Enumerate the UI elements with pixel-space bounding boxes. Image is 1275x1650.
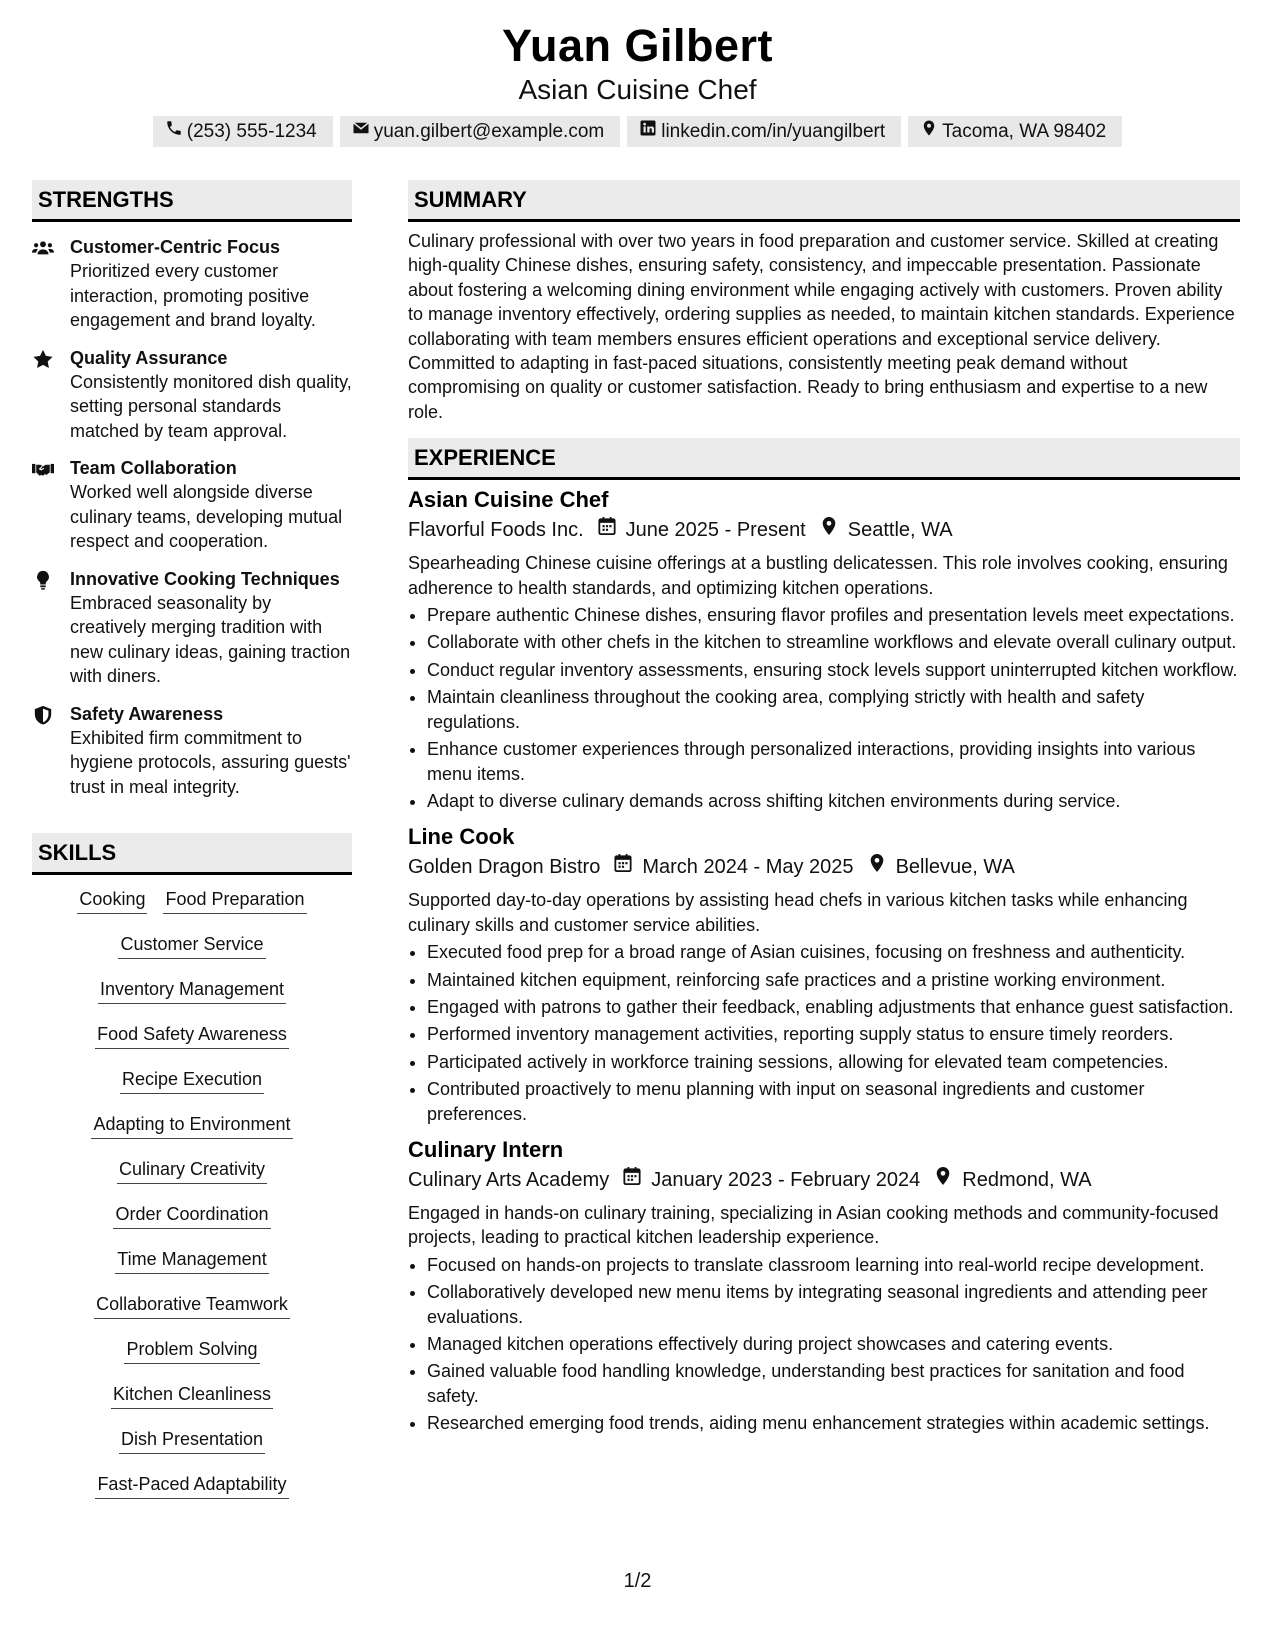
- skill-tag: Food Preparation: [163, 887, 306, 914]
- skills-list: [32, 887, 352, 1517]
- job-meta: [408, 852, 1240, 882]
- job-bullet: • Gained valuable food handling knowledge, understanding best practices for sanitation and food safety.: [427, 1359, 1240, 1408]
- skill-tag: Order Coordination: [113, 1202, 270, 1229]
- users-icon: [32, 235, 70, 333]
- skill-tag: Customer Service: [118, 932, 265, 959]
- linkedin-icon: [639, 119, 657, 144]
- job-meta: [408, 515, 1240, 545]
- job-bullet: • Engaged with patrons to gather their feedback, enabling adjustments that enhance guest satisfaction.: [427, 995, 1240, 1019]
- map-pin-icon: [920, 119, 938, 144]
- job-entry: [408, 1136, 1240, 1436]
- skill-tag: Recipe Execution: [120, 1067, 264, 1094]
- strength-desc: Consistently monitored dish quality, setting personal standards matched by team approval.: [70, 371, 352, 441]
- job-bullet: • Adapt to diverse culinary demands across shifting kitchen environments during service.: [427, 789, 1240, 813]
- skill-tag: Kitchen Cleanliness: [111, 1382, 273, 1409]
- job-bullet: • Conduct regular inventory assessments, ensuring stock levels support uninterrupted kitchen workflow.: [427, 658, 1240, 682]
- skill-tag: Collaborative Teamwork: [94, 1292, 290, 1319]
- strength-title: Team Collaboration: [70, 458, 237, 478]
- job-bullet: • Prepare authentic Chinese dishes, ensuring flavor profiles and presentation levels meet expectations.: [427, 603, 1240, 627]
- job-title: Culinary Intern: [408, 1136, 564, 1162]
- job-description: Spearheading Chinese cuisine offerings at a bustling delicatessen. This role involves cooking, ensuring adherence to health standards, and optimizing kitchen operations.: [408, 553, 1228, 598]
- job-bullets: [408, 1253, 1240, 1436]
- job-bullet: • Performed inventory management activities, reporting supply status to ensure timely reorders.: [427, 1022, 1240, 1046]
- map-pin-icon: [806, 515, 848, 545]
- strength-desc: Worked well alongside diverse culinary teams, developing mutual respect and cooperation.: [70, 482, 343, 551]
- contact-linkedin[interactable]: [627, 116, 901, 147]
- summary-heading: SUMMARY: [408, 180, 1240, 222]
- strength-desc: Prioritized every customer interaction, promoting positive engagement and brand loyalty.: [70, 261, 316, 330]
- job-bullet: • Maintain cleanliness throughout the cooking area, complying strictly with health and safety regulations.: [427, 685, 1240, 734]
- job-location: Bellevue, WA: [895, 856, 1015, 879]
- map-pin-icon: [920, 1165, 962, 1195]
- job-bullet: • Participated actively in workforce training sessions, allowing for elevated team competencies.: [427, 1050, 1240, 1074]
- company-name: Golden Dragon Bistro: [408, 856, 601, 879]
- candidate-title: Asian Cuisine Chef: [518, 74, 757, 105]
- job-bullet: • Enhance customer experiences through personalized interactions, providing insights into various menu items.: [427, 737, 1240, 786]
- strengths-heading: STRENGTHS: [32, 180, 352, 222]
- job-location: Seattle, WA: [847, 519, 953, 542]
- strength-item: [32, 456, 352, 554]
- calendar-icon: [600, 852, 642, 882]
- job-location: Redmond, WA: [962, 1168, 1092, 1191]
- job-bullet: • Managed kitchen operations effectively during project showcases and catering events.: [427, 1332, 1240, 1356]
- strength-item: [32, 346, 352, 444]
- resume-header: [0, 18, 1275, 147]
- job-dates: January 2023 - February 2024: [651, 1168, 921, 1191]
- job-meta: [408, 1165, 1240, 1195]
- job-bullets: [408, 603, 1240, 813]
- handshake-icon: [32, 456, 70, 554]
- skill-tag: Adapting to Environment: [91, 1112, 292, 1139]
- job-bullet: • Contributed proactively to menu planning with input on seasonal ingredients and customer preferences.: [427, 1077, 1240, 1126]
- map-pin-icon: [854, 852, 896, 882]
- left-column: [32, 180, 352, 1517]
- strength-title: Customer-Centric Focus: [70, 237, 281, 257]
- job-description: Supported day-to-day operations by assisting head chefs in various kitchen tasks while enhancing culinary skills and customer service abilities.: [408, 890, 1188, 935]
- star-icon: [32, 346, 70, 444]
- job-entry: [408, 486, 1240, 813]
- page-number: 1/2: [623, 1570, 652, 1592]
- shield-icon: [32, 702, 70, 800]
- job-dates: March 2024 - May 2025: [642, 856, 854, 879]
- strength-title: Safety Awareness: [70, 703, 224, 724]
- skill-tag: Food Safety Awareness: [95, 1022, 289, 1049]
- strength-title: Innovative Cooking Techniques: [70, 568, 340, 589]
- job-description: Engaged in hands-on culinary training, specializing in Asian cooking methods and community-focused projects, leading to practical kitchen leadership experience.: [408, 1202, 1219, 1248]
- contact-location: [908, 116, 1122, 147]
- strength-title: Quality Assurance: [70, 347, 228, 368]
- experience-heading: EXPERIENCE: [408, 438, 1240, 480]
- job-bullet: • Researched emerging food trends, aiding menu enhancement strategies within academic settings.: [427, 1411, 1240, 1435]
- job-bullet: • Collaborate with other chefs in the kitchen to streamline workflows and elevate overall culinary output.: [427, 630, 1240, 654]
- job-bullet: • Collaboratively developed new menu items by integrating seasonal ingredients and attending peer evaluations.: [427, 1280, 1240, 1329]
- phone-text: (253) 555-1234: [186, 120, 317, 142]
- candidate-name: Yuan Gilbert: [501, 20, 774, 71]
- strength-item: [32, 567, 352, 689]
- summary-text: Culinary professional with over two years in food preparation and customer service. Skilled at creating high-quality Chinese dishes, ensuring safety, consistency, and impeccable presentation. Passionate about fostering a welcoming dining environment while engaging actively with customers. Proven ability to manage inventory effectively, ordering supplies as needed, to maintain kitchen standards. Experience collaborating with team members ensures efficient operations and exceptional service delivery. Committed to adapting in fast-paced situations, consistently meeting peak demand without compromising on quality or customer satisfaction. Ready to bring enthusiasm and expertise to a new role.: [408, 231, 1235, 422]
- skill-tag: Inventory Management: [98, 977, 286, 1004]
- job-bullet: • Executed food prep for a broad range of Asian cuisines, focusing on freshness and authenticity.: [427, 940, 1240, 964]
- lightbulb-icon: [32, 567, 70, 689]
- strength-item: [32, 235, 352, 333]
- contact-email[interactable]: [340, 116, 621, 147]
- skill-tag: Fast-Paced Adaptability: [95, 1472, 288, 1499]
- job-entry: [408, 823, 1240, 1126]
- skill-tag: Culinary Creativity: [117, 1157, 267, 1184]
- skill-tag: Time Management: [115, 1247, 268, 1274]
- strength-item: [32, 702, 352, 800]
- job-title: Asian Cuisine Chef: [408, 487, 609, 513]
- job-bullet: • Focused on hands-on projects to translate classroom learning into real-world recipe development.: [427, 1253, 1240, 1277]
- contact-bar: [0, 116, 1275, 147]
- skills-heading: SKILLS: [32, 833, 352, 875]
- calendar-icon: [609, 1165, 651, 1195]
- contact-phone[interactable]: [153, 116, 333, 147]
- envelope-icon: [352, 119, 370, 144]
- email-text: yuan.gilbert@example.com: [373, 120, 605, 142]
- skill-tag: Cooking: [77, 887, 147, 914]
- job-bullets: [408, 940, 1240, 1126]
- calendar-icon: [584, 515, 626, 545]
- job-title: Line Cook: [408, 824, 515, 850]
- job-dates: June 2025 - Present: [625, 519, 806, 542]
- skill-tag: Dish Presentation: [119, 1427, 265, 1454]
- company-name: Flavorful Foods Inc.: [408, 519, 584, 542]
- skill-tag: Problem Solving: [124, 1337, 259, 1364]
- phone-icon: [165, 119, 183, 144]
- location-text: Tacoma, WA 98402: [942, 120, 1107, 142]
- strength-desc: Embraced seasonality by creatively merging tradition with new culinary ideas, gaining traction with diners.: [70, 592, 351, 686]
- strength-desc: Exhibited firm commitment to hygiene protocols, assuring guests' trust in meal integrity.: [70, 727, 351, 797]
- linkedin-text: linkedin.com/in/yuangilbert: [661, 120, 886, 142]
- right-column: [408, 180, 1240, 1439]
- job-bullet: • Maintained kitchen equipment, reinforcing safe practices and a pristine working environment.: [427, 968, 1240, 992]
- company-name: Culinary Arts Academy: [408, 1168, 610, 1191]
